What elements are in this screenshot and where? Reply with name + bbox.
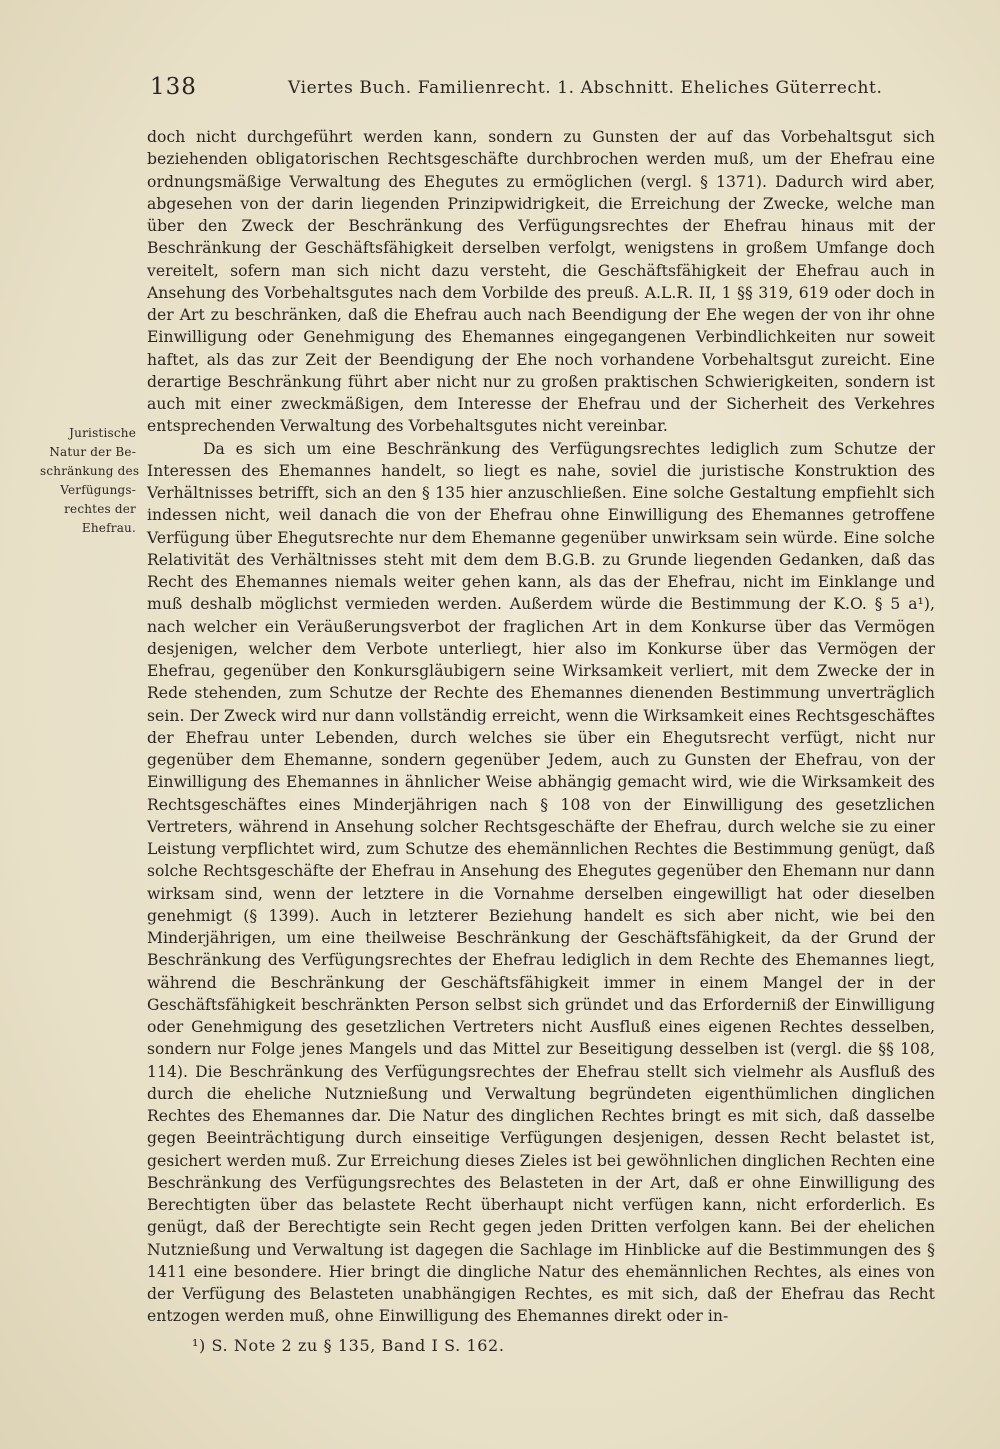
- page-number: 138: [150, 74, 197, 100]
- body-text: [147, 126, 935, 1328]
- page-header: [150, 74, 940, 110]
- marginal-note-line: Juristische: [69, 426, 136, 440]
- marginal-note-line: schränkung des: [40, 464, 140, 478]
- paragraph: Da es sich um eine Beschränkung des Verfügungsrechtes lediglich zum Schutze der Interessen des Ehemannes handelt, so liegt es nahe, soviel die juristische Konstruktion des Verhältnisses betrifft, sich an den § 135 hier anzuschließen. Eine solche Gestaltung empfiehlt sich indessen nicht, weil danach die von der Ehefrau ohne Einwilligung des Ehemannes getroffene Verfügung über Ehegutsrechte nur dem Ehemanne gegenüber unwirksam sein würde. Eine solche Relativität des Verhältnisses steht mit dem dem B.G.B. zu Grunde liegenden Gedanken, daß das Recht des Ehemannes niemals weiter gehen kann, als das der Ehefrau, nicht im Einklange und muß deshalb möglichst vermieden werden. Außerdem würde die Bestimmung der K.O. § 5 a¹), nach welcher ein Veräußerungsverbot der fraglichen Art in dem Konkurse über das Vermögen desjenigen, welcher dem Verbote unterliegt, hier also im Konkurse über das Vermögen der Ehefrau, gegenüber den Konkursgläubigern seine Wirksamkeit verliert, mit dem Zwecke der in Rede stehenden, zum Schutze der Rechte des Ehemannes dienenden Bestimmung unverträglich sein. Der Zweck wird nur dann vollständig erreicht, wenn die Wirksamkeit eines Rechtsgeschäftes der Ehefrau unter Lebenden, durch welches sie über ein Ehegutsrecht verfügt, nicht nur gegenüber dem Ehemanne, sondern gegenüber Jedem, auch zu Gunsten der Ehefrau, von der Einwilligung des Ehemannes in ähnlicher Weise abhängig gemacht wird, wie die Wirksamkeit des Rechtsgeschäftes eines Minderjährigen nach § 108 von der Einwilligung des gesetzlichen Vertreters, während in Ansehung solcher Rechtsgeschäfte der Ehefrau, durch welche sie zu einer Leistung verpflichtet wird, zum Schutze des ehemännlichen Rechtes die Bestimmung genügt, daß solche Rechtsgeschäfte der Ehefrau in Ansehung des Ehegutes gegenüber den Ehemann nur dann wirksam sind, wenn der letztere in die Vornahme derselben eingewilligt hat oder dieselben genehmigt (§ 1399). Auch in letzterer Beziehung handelt es sich aber nicht, wie bei den Minderjährigen, um eine theilweise Beschränkung der Geschäftsfähigkeit, da der Grund der Beschränkung des Verfügungsrechtes der Ehefrau lediglich in dem Rechte des Ehemannes liegt, während die Beschränkung der Geschäftsfähigkeit immer in einem Mangel der in der Geschäftsfähigkeit beschränkten Person selbst sich gründet und das Erforderniß der Einwilligung oder Genehmigung des gesetzlichen Vertreters nicht Ausfluß eines eigenen Rechtes desselben, sondern nur Folge jenes Mangels und das Mittel zur Beseitigung desselben ist (vergl. die §§ 108, 114). Die Beschränkung des Verfügungsrechtes der Ehefrau stellt sich vielmehr als Ausfluß des durch die eheliche Nutznießung und Verwaltung begründeten eigenthümlichen dinglichen Rechtes des Ehemannes dar. Die Natur des dinglichen Rechtes bringt es mit sich, daß dasselbe gegen Beeinträchtigung durch einseitige Verfügungen desjenigen, dessen Recht belastet ist, gesichert werden muß. Zur Erreichung dieses Zieles ist bei gewöhnlichen dinglichen Rechten eine Beschränkung des Verfügungsrechtes des Belasteten in der Art, daß er ohne Einwilligung des Berechtigten über das belastete Recht überhaupt nicht verfügen kann, nicht erforderlich. Es genügt, daß der Berechtigte sein Recht gegen jeden Dritten verfolgen kann. Bei der ehelichen Nutznießung und Verwaltung ist dagegen die Sachlage im Hinblicke auf die Bestimmungen des § 1411 eine besondere. Hier bringt die dingliche Natur des ehemännlichen Rechtes, als eines von der Verfügung des Belasteten unabhängigen Rechtes, es mit sich, daß der Ehefrau das Recht entzogen werden muß, ohne Einwilligung des Ehemannes direkt oder in-: [147, 439, 935, 1326]
- marginal-note-line: rechtes der: [64, 502, 136, 516]
- footnote: ¹) S. Note 2 zu § 135, Band I S. 162.: [192, 1336, 505, 1355]
- paragraph: doch nicht durchgeführt werden kann, sondern zu Gunsten der auf das Vorbehaltsgut sich beziehenden obligatorischen Rechtsgeschäfte durchbrochen werden muß, um der Ehefrau eine ordnungsmäßige Verwaltung des Ehegutes zu ermöglichen (vergl. § 1371). Dadurch wird aber, abgesehen von der darin liegenden Prinzipwidrigkeit, die Erreichung der Zwecke, welche man über den Zweck der Beschränkung des Verfügungsrechtes der Ehefrau hinaus mit der Beschränkung der Geschäftsfähigkeit derselben verfolgt, wenigstens in großem Umfange doch vereitelt, sofern man sich nicht dazu versteht, die Geschäftsfähigkeit der Ehefrau auch in Ansehung des Vorbehaltsgutes nach dem Vorbilde des preuß. A.L.R. II, 1 §§ 319, 619 oder doch in der Art zu beschränken, daß die Ehefrau auch nach Beendigung der Ehe wegen der von ihr ohne Einwilligung oder Genehmigung des Ehemannes eingegangenen Verbindlichkeiten nur soweit haftet, als das zur Zeit der Beendigung der Ehe noch vorhandene Vorbehaltsgut zureicht. Eine derartige Beschränkung führt aber nicht nur zu großen praktischen Schwierigkeiten, sondern ist auch mit einer zweckmäßigen, dem Interesse der Ehefrau und der Sicherheit des Verkehres entsprechenden Verwaltung des Vorbehaltsgutes nicht vereinbar.: [147, 128, 935, 436]
- marginal-note-line: Natur der Be-: [49, 445, 136, 459]
- marginal-note: [40, 424, 140, 538]
- marginal-note-line: Ehefrau.: [81, 521, 136, 535]
- running-head: Viertes Buch. Familienrecht. 1. Abschnitt. Eheliches Güterrecht.: [288, 78, 883, 98]
- marginal-note-line: Verfügungs-: [60, 483, 136, 497]
